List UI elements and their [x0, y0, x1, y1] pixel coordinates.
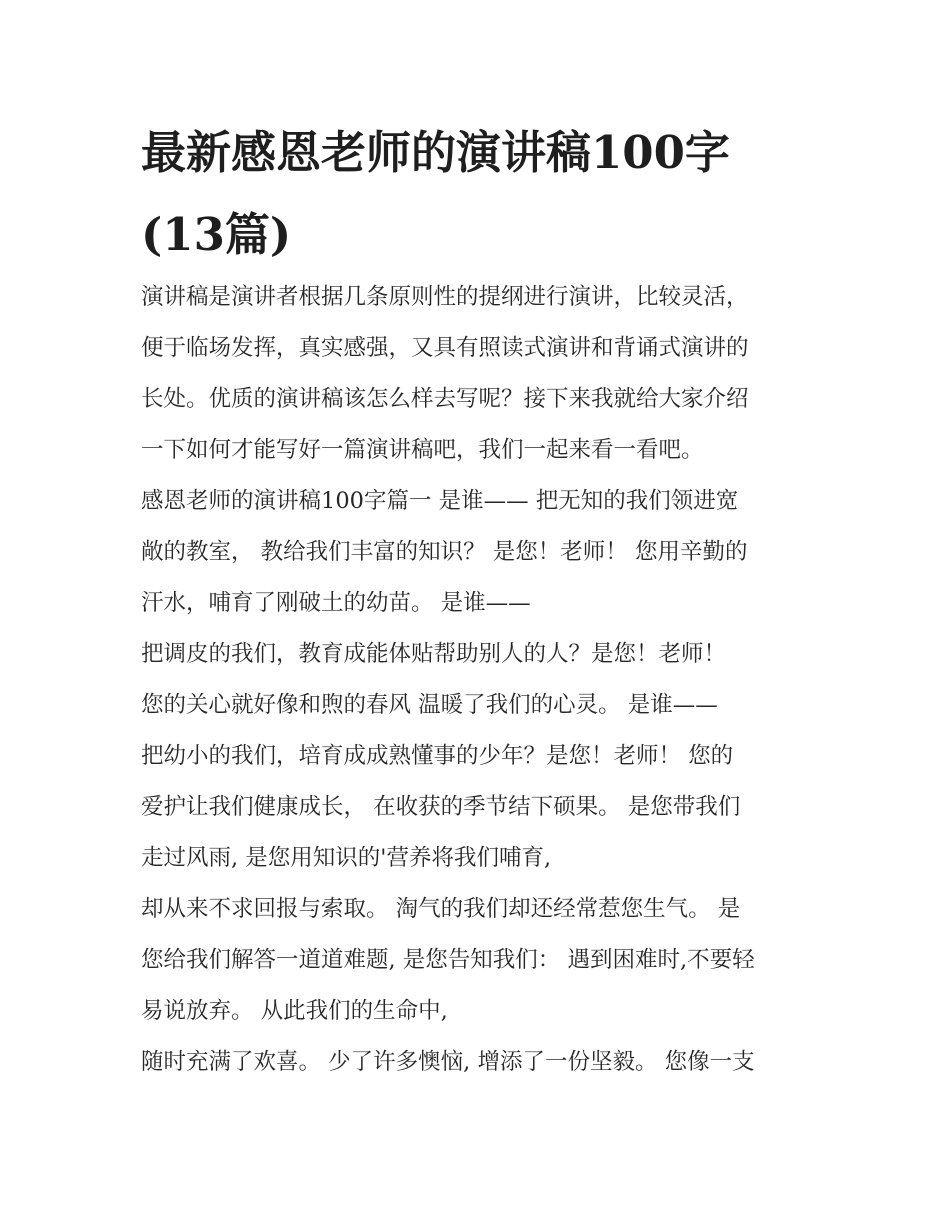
- body-line: 一下如何才能写好一篇演讲稿吧，我们一起来看一看吧。: [141, 437, 704, 463]
- body-line: 把幼小的我们，培育成成熟懂事的少年？是您！老师！ 您的: [141, 743, 734, 769]
- title-line-1: 最新感恩老师的演讲稿100字: [141, 126, 730, 179]
- title-line-2: (13篇): [141, 208, 292, 261]
- body-line: 汗水，哺育了刚破土的幼苗。 是谁——: [141, 590, 531, 616]
- body-line: 走过风雨, 是您用知识的'营养将我们哺育,: [141, 845, 552, 871]
- body-text: [141, 272, 821, 1088]
- body-line: 随时充满了欢喜。 少了许多懊恼, 增添了一份坚毅。 您像一支: [141, 1049, 755, 1075]
- body-line: 易说放弃。 从此我们的生命中,: [141, 998, 448, 1024]
- body-line: 爱护让我们健康成长， 在收获的季节结下硕果。 是您带我们: [141, 794, 741, 820]
- body-line: 便于临场发挥，真实感强，又具有照读式演讲和背诵式演讲的: [141, 335, 749, 361]
- body-line: 您的关心就好像和煦的春风 温暖了我们的心灵。 是谁——: [141, 692, 718, 718]
- body-line: 演讲稿是演讲者根据几条原则性的提纲进行演讲，比较灵活，: [141, 284, 749, 310]
- body-line: 您给我们解答一道道难题, 是您告知我们： 遇到困难时,不要轻: [141, 947, 755, 973]
- body-line: 敞的教室， 教给我们丰富的知识？ 是您！老师！ 您用辛勤的: [141, 539, 748, 565]
- body-line: 长处。优质的演讲稿该怎么样去写呢？接下来我就给大家介绍: [141, 386, 749, 412]
- body-line: 把调皮的我们，教育成能体贴帮助别人的人？是您！老师！: [141, 641, 727, 667]
- page-title: [141, 112, 821, 276]
- body-line: 感恩老师的演讲稿100字篇一 是谁—— 把无知的我们领进宽: [141, 488, 739, 514]
- body-line: 却从来不求回报与索取。 淘气的我们却还经常惹您生气。 是: [141, 896, 741, 922]
